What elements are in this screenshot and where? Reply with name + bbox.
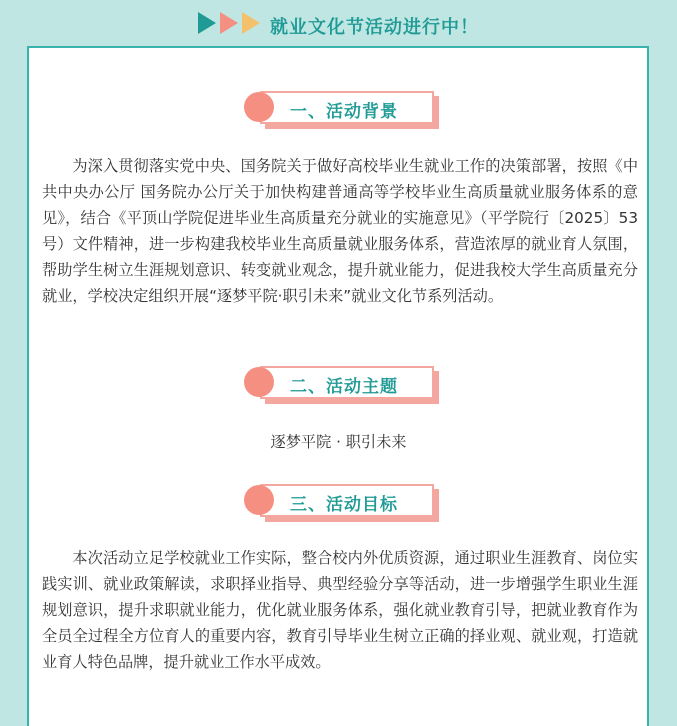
heading-label: 二、活动主题 — [290, 377, 398, 397]
heading-label: 一、活动背景 — [290, 102, 398, 122]
background-paragraph: 为深入贯彻落实党中央、国务院关于做好高校毕业生就业工作的决策部署，按照《中共中央办公厅 国务院办公厅关于加快构建普通高等学校毕业生高质量就业服务体系的意见》，结合《平顶山学院促进毕业生高质量充分就业的实施意见》（平学院行〔2025〕53号）文件精神，进一步构建我校毕业生高质量就业服务体系，营造浓厚的就业育人氛围，帮助学生树立生涯规划意识、转变就业观念，提升就业能力，促进我校大学生高质量充分就业，学校决定组织开展“逐梦平院·职引未来”就业文化节系列活动。 — [42, 157, 638, 305]
circle-decoration-icon — [244, 485, 274, 515]
section-heading-background — [244, 91, 440, 133]
top-banner — [0, 0, 677, 46]
banner-title: 就业文化节活动进行中！ — [270, 17, 479, 38]
section-heading-goals — [244, 484, 440, 526]
heading-label: 三、活动目标 — [290, 495, 398, 515]
theme-text: 逐梦平院 · 职引未来 — [270, 433, 407, 451]
section-heading-theme — [244, 366, 440, 408]
circle-decoration-icon — [244, 367, 274, 397]
triangle-arrows-icon — [198, 12, 264, 34]
goals-paragraph: 本次活动立足学校就业工作实际，整合校内外优质资源，通过职业生涯教育、岗位实践实训、就业政策解读，求职择业指导、典型经验分享等活动，进一步增强学生职业生涯规划意识，提升求职就业能力，优化就业服务体系，强化就业教育引导，把就业教育作为全员全过程全方位育人的重要内容，教育引导毕业生树立正确的择业观、就业观，打造就业育人特色品牌，提升就业工作水平成效。 — [42, 549, 638, 671]
circle-decoration-icon — [244, 92, 274, 122]
